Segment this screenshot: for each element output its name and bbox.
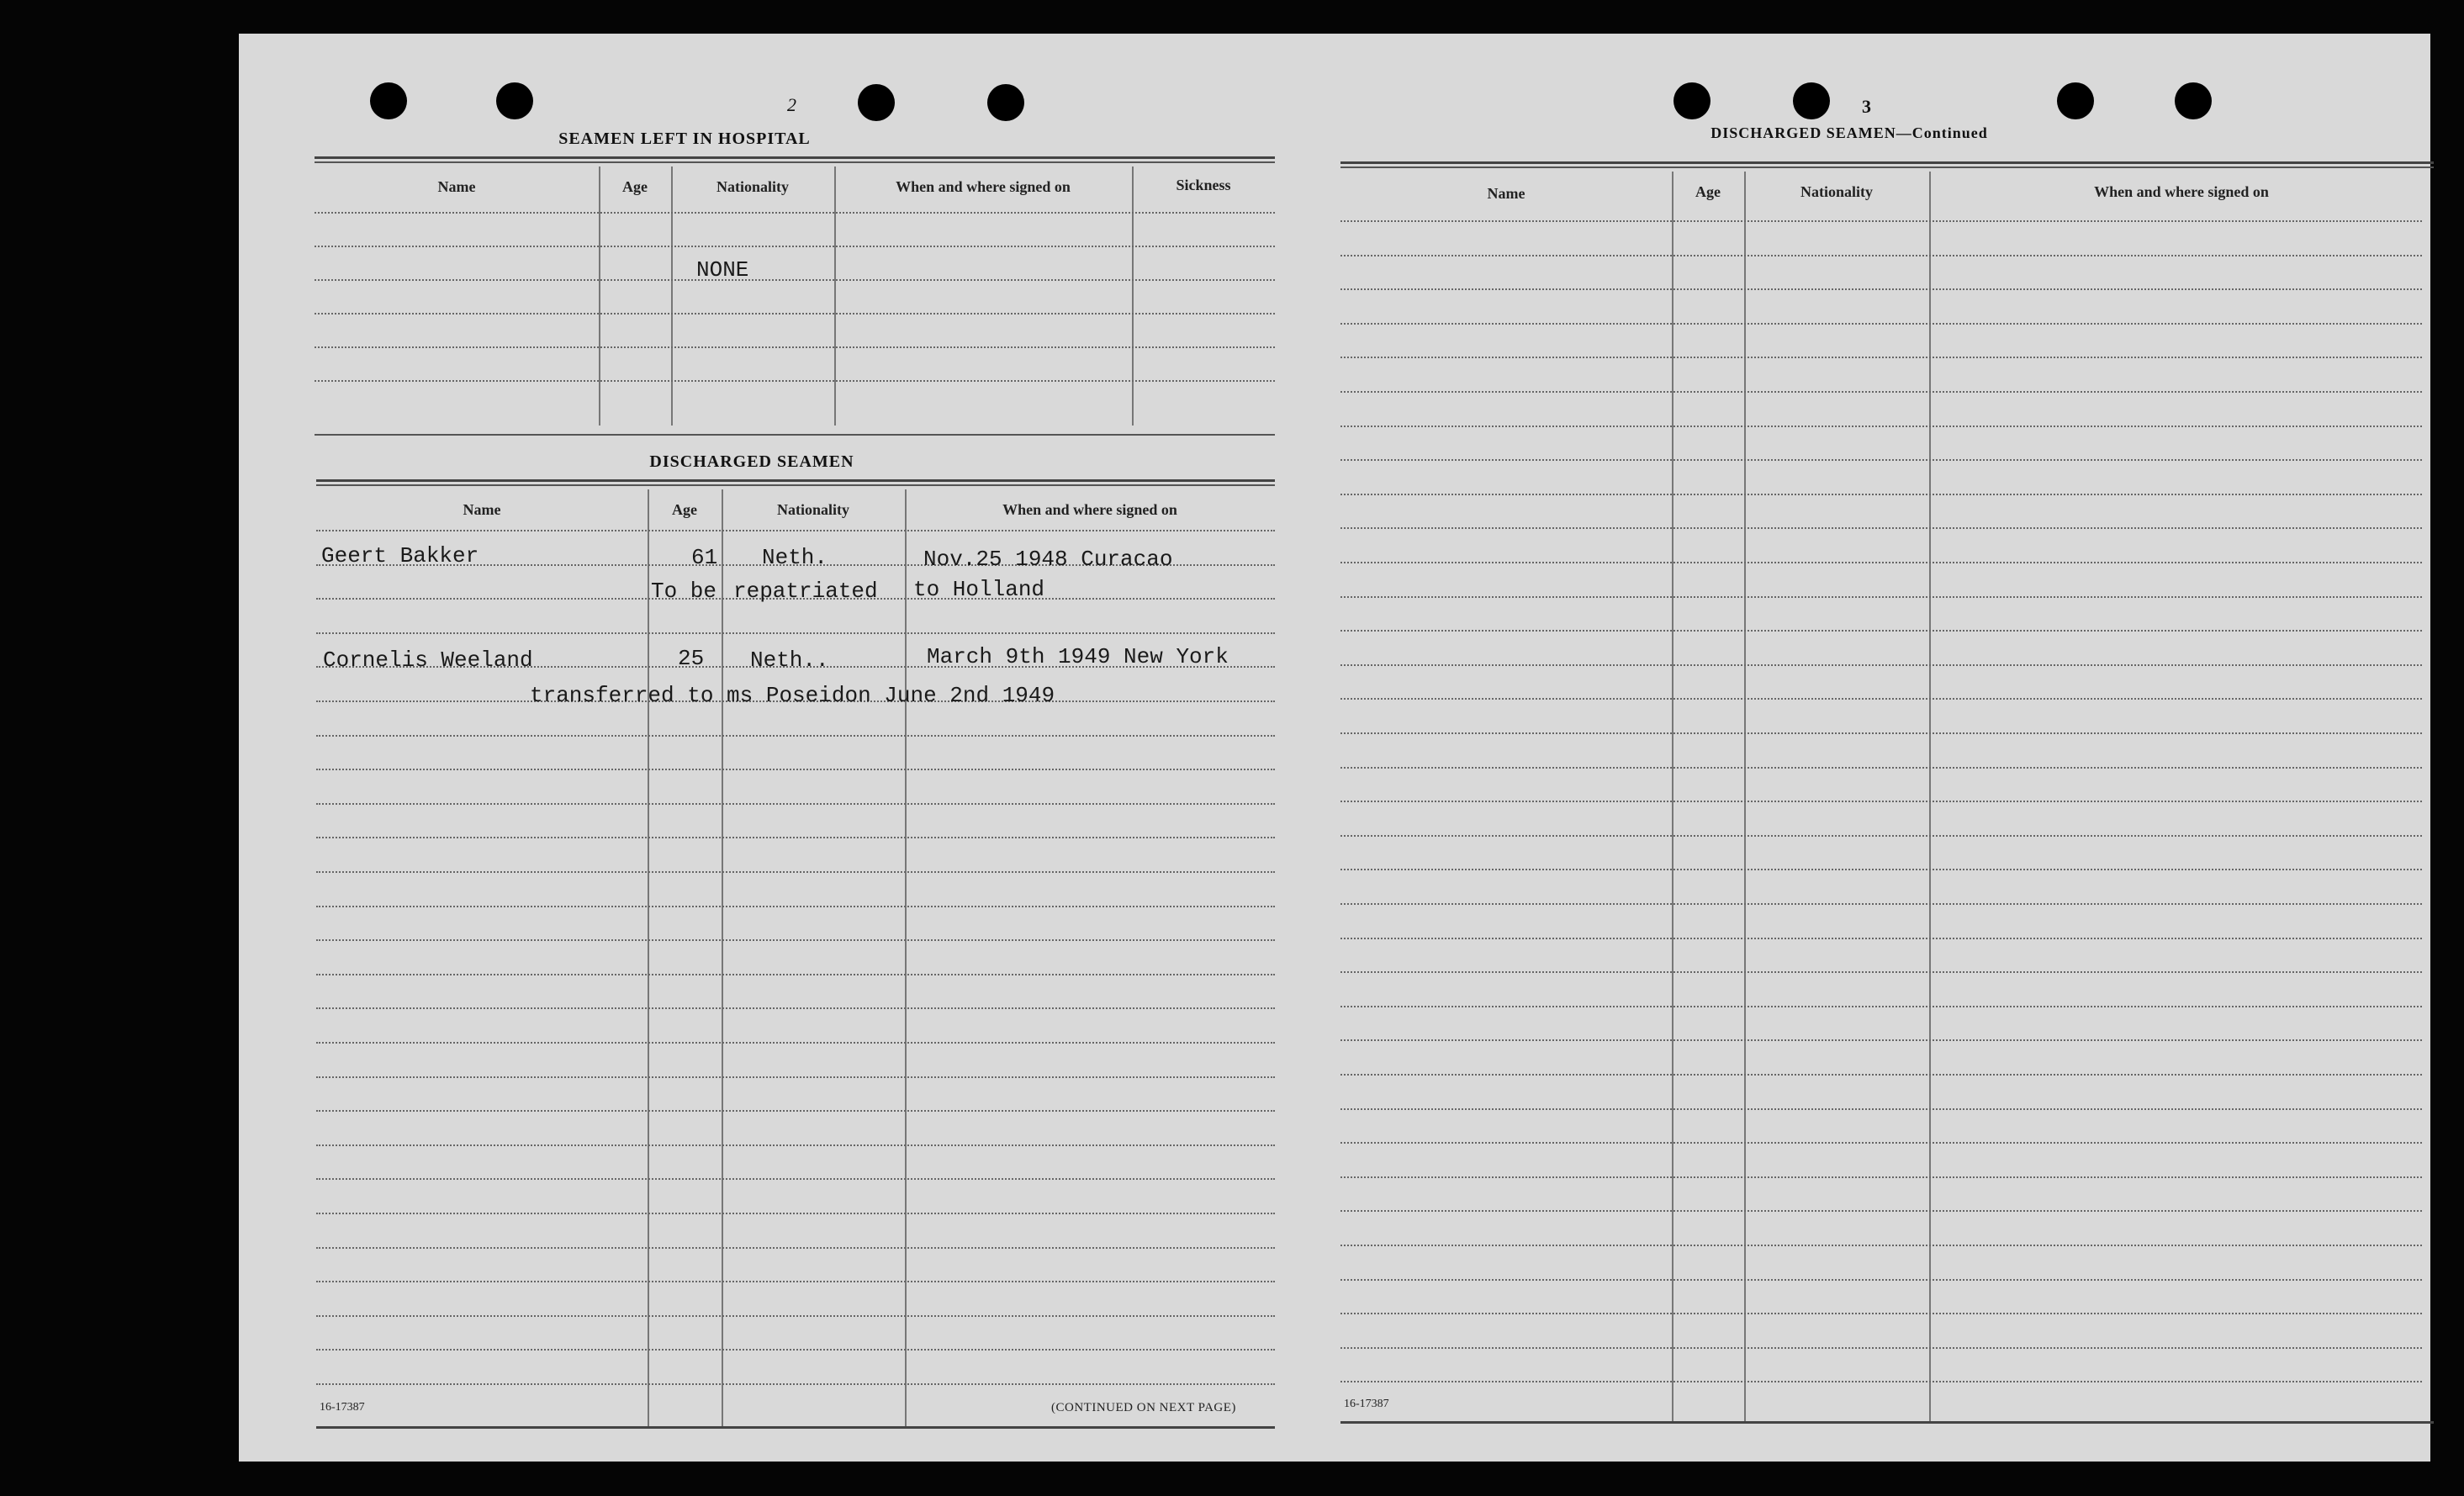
ruled-line (316, 735, 1275, 737)
punch-hole (496, 82, 533, 119)
hospital-title: SEAMEN LEFT IN HOSPITAL (558, 130, 811, 148)
ruled-line (1340, 357, 2422, 358)
ruled-line (316, 906, 1275, 907)
seaman-age: 25 (678, 646, 705, 671)
rule (1340, 161, 2434, 164)
column-header-signed-on: When and where signed on (2094, 183, 2269, 200)
punch-hole (370, 82, 407, 119)
discharged-title: DISCHARGED SEAMEN (649, 452, 854, 471)
ruled-line (316, 1042, 1275, 1044)
column-header-age: Age (622, 178, 648, 195)
seaman-name: Cornelis Weeland (323, 648, 533, 673)
column-divider (648, 489, 649, 1428)
repatriation-note-age: To be (651, 579, 717, 604)
page-number: 2 (787, 94, 796, 115)
ruled-line (1340, 1313, 2422, 1314)
ruled-line (1340, 971, 2422, 973)
ruled-line (1340, 1347, 2422, 1349)
rule (316, 1426, 1275, 1429)
ruled-line (316, 1076, 1275, 1078)
ruled-line (316, 871, 1275, 873)
hospital-entry: NONE (696, 257, 749, 283)
ruled-line (316, 1144, 1275, 1146)
seaman-name: Geert Bakker (321, 543, 479, 568)
ruled-line (1340, 630, 2422, 632)
form-number: 16-17387 (1344, 1398, 1389, 1410)
ruled-line (316, 1349, 1275, 1351)
column-divider (1132, 167, 1134, 426)
repatriation-note-nationality: repatriated (733, 579, 878, 604)
ruled-line (1340, 1108, 2422, 1110)
document-sheet (239, 34, 2430, 1462)
column-header-nationality: Nationality (776, 501, 849, 518)
column-header-signed-on: When and where signed on (896, 178, 1071, 195)
ruled-line (1340, 459, 2422, 461)
ruled-line (315, 246, 1275, 247)
ruled-line (1340, 1279, 2422, 1281)
punch-hole (987, 84, 1024, 121)
ruled-line (1340, 562, 2422, 563)
ruled-line (316, 803, 1275, 805)
ruled-line (1340, 1245, 2422, 1246)
column-header-name: Name (1487, 185, 1525, 202)
ruled-line (315, 212, 1275, 214)
ruled-line (1340, 664, 2422, 666)
rule (315, 156, 1275, 159)
ruled-line (316, 769, 1275, 770)
ruled-line (1340, 1039, 2422, 1041)
ruled-line (315, 313, 1275, 315)
column-divider (1744, 172, 1746, 1423)
rule (1340, 1421, 2434, 1424)
ruled-line (1340, 323, 2422, 325)
ruled-line (315, 380, 1275, 382)
column-divider (722, 489, 723, 1428)
repatriation-note-destination: to Holland (913, 577, 1045, 602)
punch-hole (1793, 82, 1830, 119)
page-number: 3 (1862, 96, 1871, 117)
column-header-age: Age (1695, 183, 1721, 200)
transfer-note: transferred to ms Poseidon June 2nd 1949 (530, 683, 1055, 708)
ruled-line (316, 530, 1275, 531)
punch-hole (1674, 82, 1711, 119)
ruled-line (1340, 527, 2422, 529)
ruled-line (316, 837, 1275, 838)
ruled-line (316, 1281, 1275, 1282)
form-number: 16-17387 (320, 1401, 365, 1414)
column-divider (834, 167, 836, 426)
ruled-line (315, 279, 1275, 281)
column-divider (599, 167, 600, 426)
column-header-name: Name (463, 501, 501, 518)
continued-note: (CONTINUED ON NEXT PAGE) (1051, 1401, 1236, 1414)
column-header-nationality: Nationality (1800, 183, 1873, 200)
ruled-line (1340, 1006, 2422, 1007)
ruled-line (1340, 391, 2422, 393)
seaman-signed-on: March 9th 1949 New York (927, 644, 1229, 669)
rule (1340, 167, 2434, 168)
column-header-nationality: Nationality (716, 178, 789, 195)
right-page-title: DISCHARGED SEAMEN—Continued (1711, 124, 1988, 141)
ruled-line (316, 1383, 1275, 1385)
ruled-line (1340, 1176, 2422, 1178)
ruled-line (1340, 801, 2422, 802)
ruled-line (1340, 1381, 2422, 1382)
ruled-line (1340, 1074, 2422, 1076)
punch-hole (2175, 82, 2212, 119)
column-divider (1929, 172, 1931, 1423)
ruled-line (316, 1178, 1275, 1180)
seaman-nationality: Neth. (762, 545, 828, 570)
ruled-line (316, 1247, 1275, 1249)
ruled-line (1340, 220, 2422, 222)
rule (316, 484, 1275, 486)
seaman-nationality: Neth.. (750, 648, 829, 673)
rule (316, 479, 1275, 482)
column-divider (905, 489, 907, 1428)
ruled-line (316, 632, 1275, 634)
ruled-line (316, 939, 1275, 941)
ruled-line (316, 1315, 1275, 1317)
ruled-line (1340, 938, 2422, 939)
column-header-age: Age (672, 501, 697, 518)
ruled-line (1340, 426, 2422, 427)
column-header-name: Name (437, 178, 476, 195)
rule (315, 161, 1275, 163)
ruled-line (1340, 1142, 2422, 1144)
ruled-line (1340, 698, 2422, 700)
ruled-line (1340, 732, 2422, 734)
seaman-signed-on: Nov.25 1948 Curacao (923, 547, 1173, 572)
column-header-signed-on: When and where signed on (1002, 501, 1177, 518)
column-header-sickness: Sickness (1176, 177, 1231, 193)
rule (315, 434, 1275, 436)
ruled-line (1340, 835, 2422, 837)
ruled-line (315, 346, 1275, 348)
ruled-line (1340, 767, 2422, 769)
punch-hole (858, 84, 895, 121)
ruled-line (1340, 494, 2422, 495)
seaman-age: 61 (691, 545, 718, 570)
ruled-line (1340, 869, 2422, 870)
ruled-line (316, 974, 1275, 975)
right-page (1340, 34, 2430, 1462)
ruled-line (1340, 903, 2422, 905)
column-divider (671, 167, 673, 426)
ruled-line (316, 1007, 1275, 1009)
left-page (239, 34, 1324, 1462)
ruled-line (1340, 288, 2422, 290)
ruled-line (1340, 255, 2422, 256)
ruled-line (316, 1213, 1275, 1214)
ruled-line (1340, 596, 2422, 598)
ruled-line (1340, 1210, 2422, 1212)
punch-hole (2057, 82, 2094, 119)
column-divider (1672, 172, 1674, 1423)
ruled-line (316, 1110, 1275, 1112)
